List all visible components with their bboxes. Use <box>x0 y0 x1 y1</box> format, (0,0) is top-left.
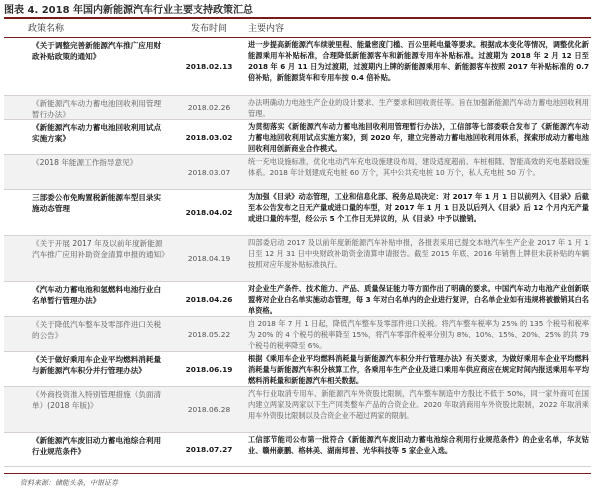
table-row <box>4 120 591 155</box>
policy-name: 《关于开展 2017 年及以前年度新能源汽车推广应用补助资金清算申报的通知》 <box>32 239 169 260</box>
header-content: 主要内容 <box>248 24 285 34</box>
table-row <box>4 38 591 96</box>
policy-name: 《关于调整完善新能源汽车推广应用财政补贴政策的通知》 <box>32 41 162 62</box>
policy-content: 自 2018 年 7 月 1 日起，降低汽车整车及零部件进口关税。将汽车整车税率为 25% 的 135 个税号和税率为 20% 的 4 个税号的税率降至 15%，将汽车零部件税率分别为 8%、10%、15%、20%、25% 的共 79 个税号的税率降至 6%。 <box>248 319 589 350</box>
policy-content: 汽车行业取消专用车、新能源汽车外资股比限制，汽车整车制造中方股比不低于 50%，同一家外商可在国内建立两家及两家以下生产同类整车产品的合资企业。2020 年取消商用车外资股比限制，2022 年取消乘用车外资股比限制以及合资企业不超过两家的限制。 <box>248 389 589 420</box>
policy-name: 《外商投资准入特别管理措施（负面清单）(2018 年版)》 <box>32 390 162 411</box>
policy-name: 《新能源汽车废旧动力蓄电池综合利用行业规范条件》 <box>32 436 162 457</box>
policy-content: 办法明确动力电池生产企业的设计要求、生产要求和回收责任等。旨在加强新能源汽车动力蓄电池回收利用管理。 <box>248 98 589 118</box>
table-row <box>4 433 591 467</box>
source-note: 资料来源：储能头条，中银证券 <box>20 479 118 487</box>
table-row <box>4 352 591 387</box>
release-date: 2018.04.19 <box>187 254 231 263</box>
policy-content: 统一充电设施标准，优化电动汽车充电设施建设布局，建设适度超前、车桩相随、智能高效的充电基础设施体系。2018 年计划建成充电桩 60 万个，其中公共充电桩 10 万个，私人充电桩 50 万个。 <box>248 157 589 177</box>
policy-name: 《2018 年能源工作指导意见》 <box>32 158 138 167</box>
table-row <box>4 190 591 236</box>
release-date: 2018.05.22 <box>187 329 231 339</box>
policy-content: 四部委启动 2017 及以前年度新能源汽车补贴申报，各报表采用已提交本地汽车生产企业 2017 年 1 月 1 日至 12 月 31 日中央财政补助资金清算申请报告。截至 2015 年底、2016 年销售上牌但未获补贴的车辆按照对应年度补贴标准执行。 <box>248 238 589 269</box>
policy-content: 工信部节能司公布第一批符合《新能源汽车废旧动力蓄电池综合利用行业规范条件》的企业名单，华友钴业、赣州豪鹏、格林美、湖南邦普、光华科技等 5 家企业入选。 <box>248 435 589 455</box>
policy-content: 为贯彻落实《新能源汽车动力蓄电池回收利用管理暂行办法》，工信部等七部委联合发布了《新能源汽车动力蓄电池回收利用试点实施方案》，到 2020 年，建立完善动力蓄电池回收利用体系，探索形成动力蓄电池回收利用创新商业合作模式。 <box>248 122 589 153</box>
policy-content: 根据《乘用车企业平均燃料消耗量与新能源汽车积分并行管理办法》有关要求，为做好乘用车企业平均燃料消耗量与新能源汽车积分核算工作，各乘用车生产企业及进口乘用车供应商应在规定时间内报送乘用车平均燃料消耗量和新能源汽车相关数据。 <box>248 354 589 385</box>
policy-name: 《新能源汽车动力蓄电池回收利用试点实施方案》 <box>32 123 162 144</box>
release-date: 2018.03.02 <box>185 132 233 142</box>
table-row <box>4 282 591 317</box>
table-header <box>4 22 591 38</box>
release-date: 2018.07.27 <box>185 445 233 454</box>
release-date: 2018.02.13 <box>185 62 233 71</box>
table-body <box>4 38 591 467</box>
table-row <box>4 236 591 282</box>
figure-title: 图表 4. 2018 年国内新能源汽车行业主要支持政策汇总 <box>4 5 254 16</box>
release-date: 2018.02.26 <box>187 103 231 112</box>
policy-name: 《关于降低汽车整车及零部件进口关税的公告》 <box>32 320 162 341</box>
table-row <box>4 317 591 352</box>
release-date: 2018.03.07 <box>187 167 231 177</box>
policy-name: 《新能源汽车动力蓄电池回收利用管理暂行办法》 <box>32 99 162 119</box>
policy-content: 对企业生产条件、技术能力、产品、质量保证能力等方面作出了明确的要求。中国汽车动力电池产业创新联盟将对企业白名单实施动态管理，每 3 年对白名单内的企业进行复评，白名单企业如有违规将被撤销其白名单资格。 <box>248 284 589 315</box>
policy-table <box>4 22 591 467</box>
header-policy: 政策名称 <box>28 24 65 34</box>
release-date: 2018.06.19 <box>185 364 233 374</box>
table-row <box>4 96 591 120</box>
policy-content: 为加强《目录》动态管理，工业和信息化部、税务总局决定：对 2017 年 1 月 1 日以前列入《目录》后截至本公告发布之日无产量或进口量的车型，对 2017 年 1 月 1 日及以后列入《目录》后 12 个月内无产量或进口量的车型，经公示 5 个工作日无异议的，从《目录》中予以撤销。 <box>248 192 589 223</box>
policy-name: 三部委公布免购置税新能源车型目录实施动态管理 <box>32 193 162 214</box>
bottom-rule <box>4 473 591 474</box>
header-date: 发布时间 <box>190 24 227 34</box>
release-date: 2018.04.02 <box>185 208 233 217</box>
policy-name: 《关于做好乘用车企业平均燃料消耗量与新能源汽车积分并行管理办法》 <box>32 355 162 376</box>
table-row <box>4 387 591 433</box>
policy-content: 进一步提高新能源汽车续驶里程、能量密度门槛、百公里耗电量等要求。根据成本变化等情况，调整优化新能源乘用车补贴标准，合理降低新能源客车和新能源专用车补贴标准。过渡期为 2018 年 2 月 12 日至 2018 年 6 月 11 日为过渡期，过渡期内上牌的新能源乘用车、新能源客车按照 2017 年补贴标准的 0.7 倍补贴，新能源货车和专用车按 0.4 倍补贴。 <box>248 40 589 82</box>
release-date: 2018.04.26 <box>185 294 233 304</box>
release-date: 2018.06.28 <box>187 405 231 414</box>
top-rule <box>4 17 591 19</box>
table-row <box>4 155 591 190</box>
policy-name: 《汽车动力蓄电池和氢燃料电池行业白名单暂行管理办法》 <box>32 285 162 306</box>
